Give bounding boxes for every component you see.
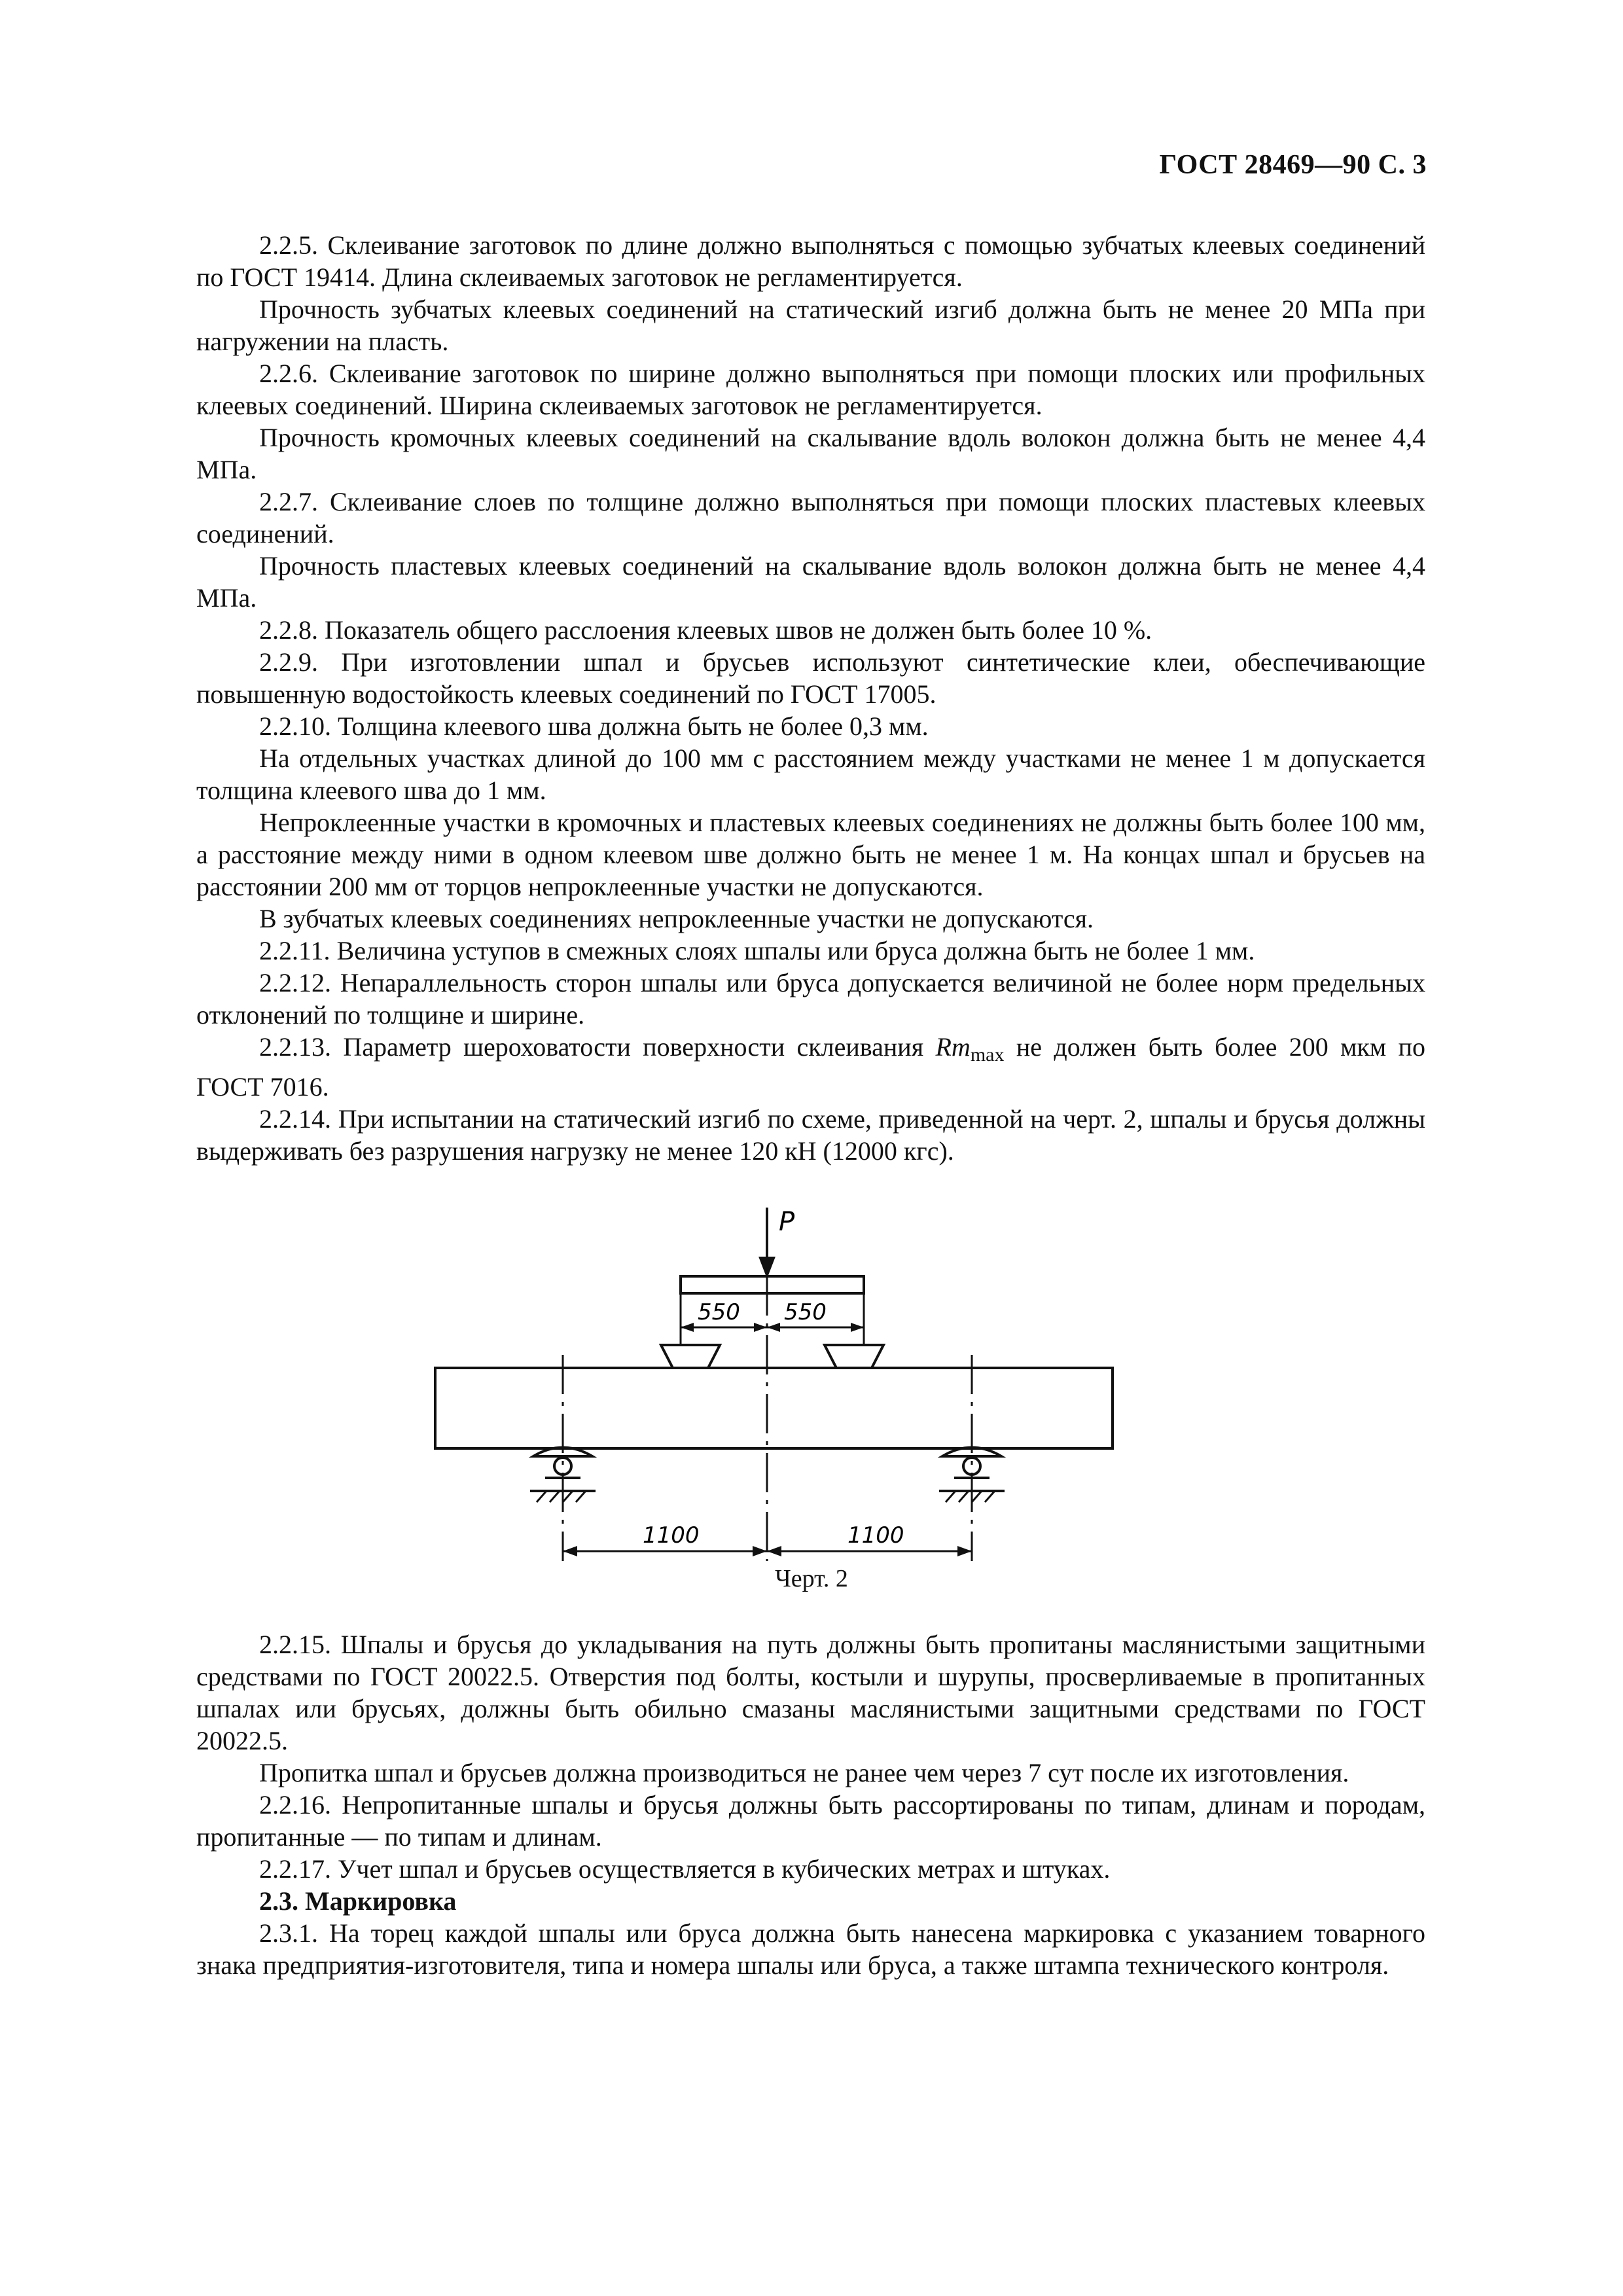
- roughness-subscript: max: [970, 1044, 1005, 1066]
- paragraph: Прочность пластевых клеевых соединений на скалывание вдоль волокон должна быть не менее 4,4 МПа.: [196, 551, 1425, 613]
- load-pad-right: [825, 1345, 883, 1368]
- paragraph: 2.2.14. При испытании на статический изгиб по схеме, приведенной на черт. 2, шпалы и брусья должны выдерживать без разрушения нагрузку не менее 120 кН (12000 кгс).: [196, 1104, 1425, 1166]
- body-text-top: [196, 229, 1425, 1167]
- paragraph: 2.2.15. Шпалы и брусья до укладывания на путь должны быть пропитаны маслянистыми защитными средствами по ГОСТ 20022.5. Отверстия под болты, костыли и шурупы, просверливаемые в пропитанных шпалах или брусьях, должны быть обильно смазаны маслянистыми защитными средствами по ГОСТ 20022.5.: [196, 1630, 1425, 1755]
- paragraph: Пропитка шпал и брусьев должна производиться не ранее чем через 7 сут после их изготовления.: [259, 1758, 1349, 1787]
- paragraph: 2.2.10. Толщина клеевого шва должна быть не более 0,3 мм.: [259, 711, 929, 741]
- body-text-bottom: [196, 1628, 1425, 1981]
- dimension-left-bottom: 1100: [643, 1522, 700, 1549]
- figure-caption: Черт. 2: [775, 1565, 848, 1592]
- paragraph: 2.2.12. Непараллельность сторон шпалы или бруса допускается величиной не более норм предельных отклонений по толщине и ширине.: [196, 968, 1425, 1030]
- paragraph: Прочность кромочных клеевых соединений на скалывание вдоль волокон должна быть не менее 4,4 МПа.: [196, 423, 1425, 484]
- paragraph: 2.2.17. Учет шпал и брусьев осуществляется в кубических метрах и штуках.: [259, 1854, 1111, 1884]
- load-pad-left: [661, 1345, 720, 1368]
- paragraph-2-2-13: 2.2.13. Параметр шероховатости поверхности склеивания $Rm_{max}$ не должен быть более 200 мкм по ГОСТ 7016.: [196, 1032, 1425, 1102]
- loading-plate: [681, 1276, 864, 1293]
- paragraph: 2.2.8. Показатель общего расслоения клеевых швов не должен быть более 10 %.: [259, 615, 1152, 645]
- load-label: P: [779, 1207, 795, 1237]
- paragraph: На отдельных участках длиной до 100 мм с расстоянием между участками не менее 1 м допускается толщина клеевого шва до 1 мм.: [196, 744, 1425, 805]
- page-header: ГОСТ 28469—90 С. 3: [1159, 150, 1427, 180]
- roughness-symbol: Rm: [935, 1032, 971, 1062]
- paragraph: 2.3.1. На торец каждой шпалы или бруса должна быть нанесена маркировка с указанием товарного знака предприятия-изготовителя, типа и номера шпалы или бруса, а также штампа технического контроля.: [196, 1918, 1425, 1980]
- paragraph: 2.2.7. Склеивание слоев по толщине должно выполняться при помощи плоских пластевых клеевых соединений.: [196, 487, 1425, 548]
- section-heading: 2.3. Маркировка: [259, 1886, 457, 1916]
- dimension-right-top: 550: [784, 1299, 827, 1325]
- paragraph: В зубчатых клеевых соединениях непроклеенные участки не допускаются.: [259, 904, 1094, 933]
- beam: [435, 1368, 1113, 1448]
- paragraph: 2.2.9. При изготовлении шпал и брусьев используют синтетические клеи, обеспечивающие повышенную водостойкость клеевых соединений по ГОСТ 17005.: [196, 647, 1425, 709]
- dimension-left-top: 550: [698, 1299, 740, 1325]
- paragraph: 2.2.5. Склеивание заготовок по длине должно выполняться с помощью зубчатых клеевых соединений по ГОСТ 19414. Длина склеиваемых заготовок не регламентируется.: [196, 230, 1425, 292]
- paragraph: Прочность зубчатых клеевых соединений на статический изгиб должна быть не менее 20 МПа при нагружении на пласть.: [196, 295, 1425, 356]
- figure-beam-bending-scheme: [406, 1204, 1145, 1610]
- paragraph: Непроклеенные участки в кромочных и пластевых клеевых соединениях не должны быть более 100 мм, а расстояние между ними в одном клеевом шве должно быть не менее 1 м. На концах шпал и брусьев на расстоянии 200 мм от торцов непроклеенные участки не допускаются.: [196, 808, 1425, 901]
- paragraph: 2.2.6. Склеивание заготовок по ширине должно выполняться при помощи плоских или профильных клеевых соединений. Ширина склеиваемых заготовок не регламентируется.: [196, 359, 1425, 420]
- bending-scheme-drawing: [406, 1204, 1145, 1571]
- dimension-right-bottom: 1100: [847, 1522, 904, 1549]
- paragraph: 2.2.11. Величина уступов в смежных слоях шпалы или бруса должна быть не более 1 мм.: [259, 936, 1255, 965]
- paragraph: 2.2.16. Непропитанные шпалы и брусья должны быть рассортированы по типам, длинам и породам, пропитанные — по типам и длинам.: [196, 1790, 1425, 1852]
